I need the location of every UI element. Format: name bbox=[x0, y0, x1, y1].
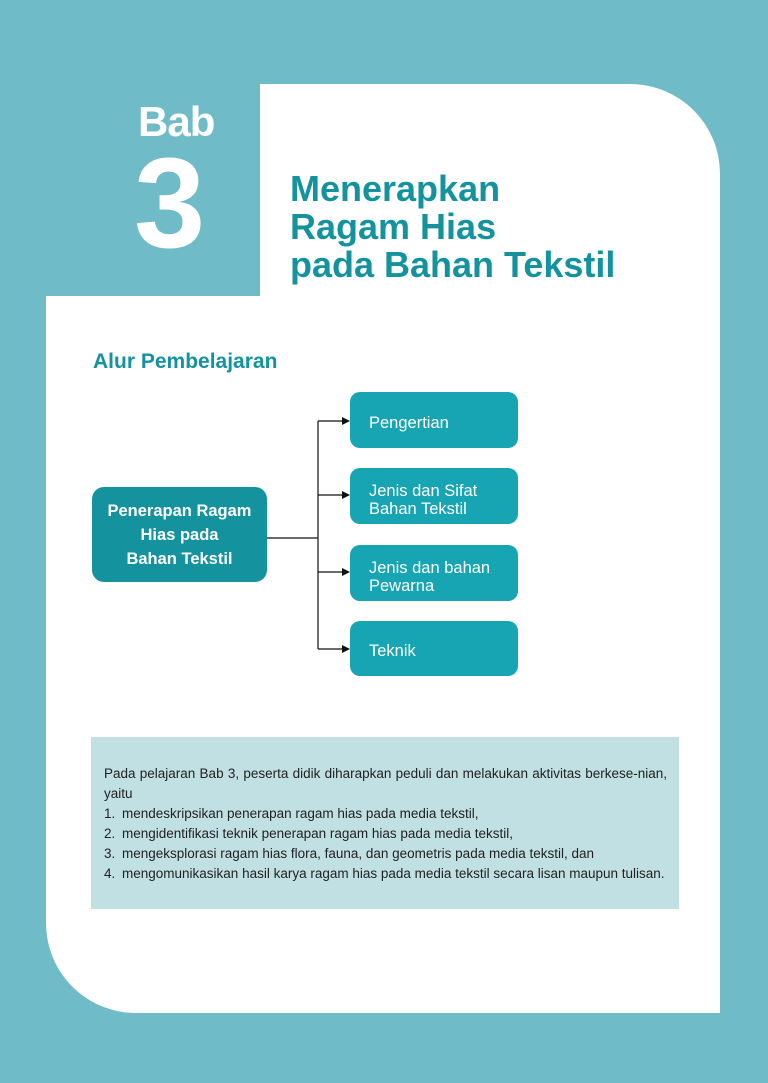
flow-main-line: Hias pada bbox=[140, 525, 219, 544]
flow-branch-line: Bahan Tekstil bbox=[369, 500, 467, 518]
objective-item bbox=[104, 844, 667, 864]
flow-branch-pengertian bbox=[350, 392, 518, 448]
flow-main-topic bbox=[92, 487, 267, 582]
objective-number: 3. bbox=[104, 846, 116, 861]
flow-branch-line: Pewarna bbox=[369, 577, 435, 595]
flow-branch-line: Pengertian bbox=[369, 414, 449, 432]
flow-main-line: Bahan Tekstil bbox=[126, 549, 233, 568]
chapter-label: Bab bbox=[138, 98, 215, 145]
flow-branch-teknik bbox=[350, 621, 518, 676]
flow-branch-jenis-sifat bbox=[350, 468, 518, 524]
objective-text: mendeskripsikan penerapan ragam hias pada media tekstil, bbox=[122, 806, 479, 821]
objectives-list bbox=[104, 804, 667, 884]
objective-number: 4. bbox=[104, 866, 116, 881]
objective-text: mengidentifikasi teknik penerapan ragam hias pada media tekstil, bbox=[122, 826, 513, 841]
objective-number: 1. bbox=[104, 806, 116, 821]
chapter-number: 3 bbox=[134, 132, 202, 275]
flow-main-line: Penerapan Ragam bbox=[107, 501, 252, 520]
section-heading: Alur Pembelajaran bbox=[93, 350, 278, 373]
flow-branch-pewarna bbox=[350, 545, 518, 601]
objective-item bbox=[104, 864, 667, 884]
flow-branch-line: Jenis dan Sifat bbox=[369, 482, 478, 500]
objectives-intro: Pada pelajaran Bab 3, peserta didik diharapkan peduli dan melakukan aktivitas berkese-nian, yaitu bbox=[104, 766, 667, 801]
chapter-title-line: Menerapkan bbox=[290, 168, 501, 209]
flow-branch-line: Jenis dan bahan bbox=[369, 559, 491, 577]
objective-number: 2. bbox=[104, 826, 116, 841]
chapter-title-line: Ragam Hias bbox=[290, 206, 497, 247]
objective-item bbox=[104, 824, 667, 844]
flow-branch-line: Teknik bbox=[369, 642, 416, 660]
chapter-title-line: pada Bahan Tekstil bbox=[290, 244, 616, 285]
objective-text: mengomunikasikan hasil karya ragam hias pada media tekstil secara lisan maupun tulisan. bbox=[122, 866, 665, 881]
objective-text: mengeksplorasi ragam hias flora, fauna, dan geometris pada media tekstil, dan bbox=[122, 846, 595, 861]
objective-item bbox=[104, 804, 667, 824]
learning-objectives-box bbox=[91, 737, 679, 909]
